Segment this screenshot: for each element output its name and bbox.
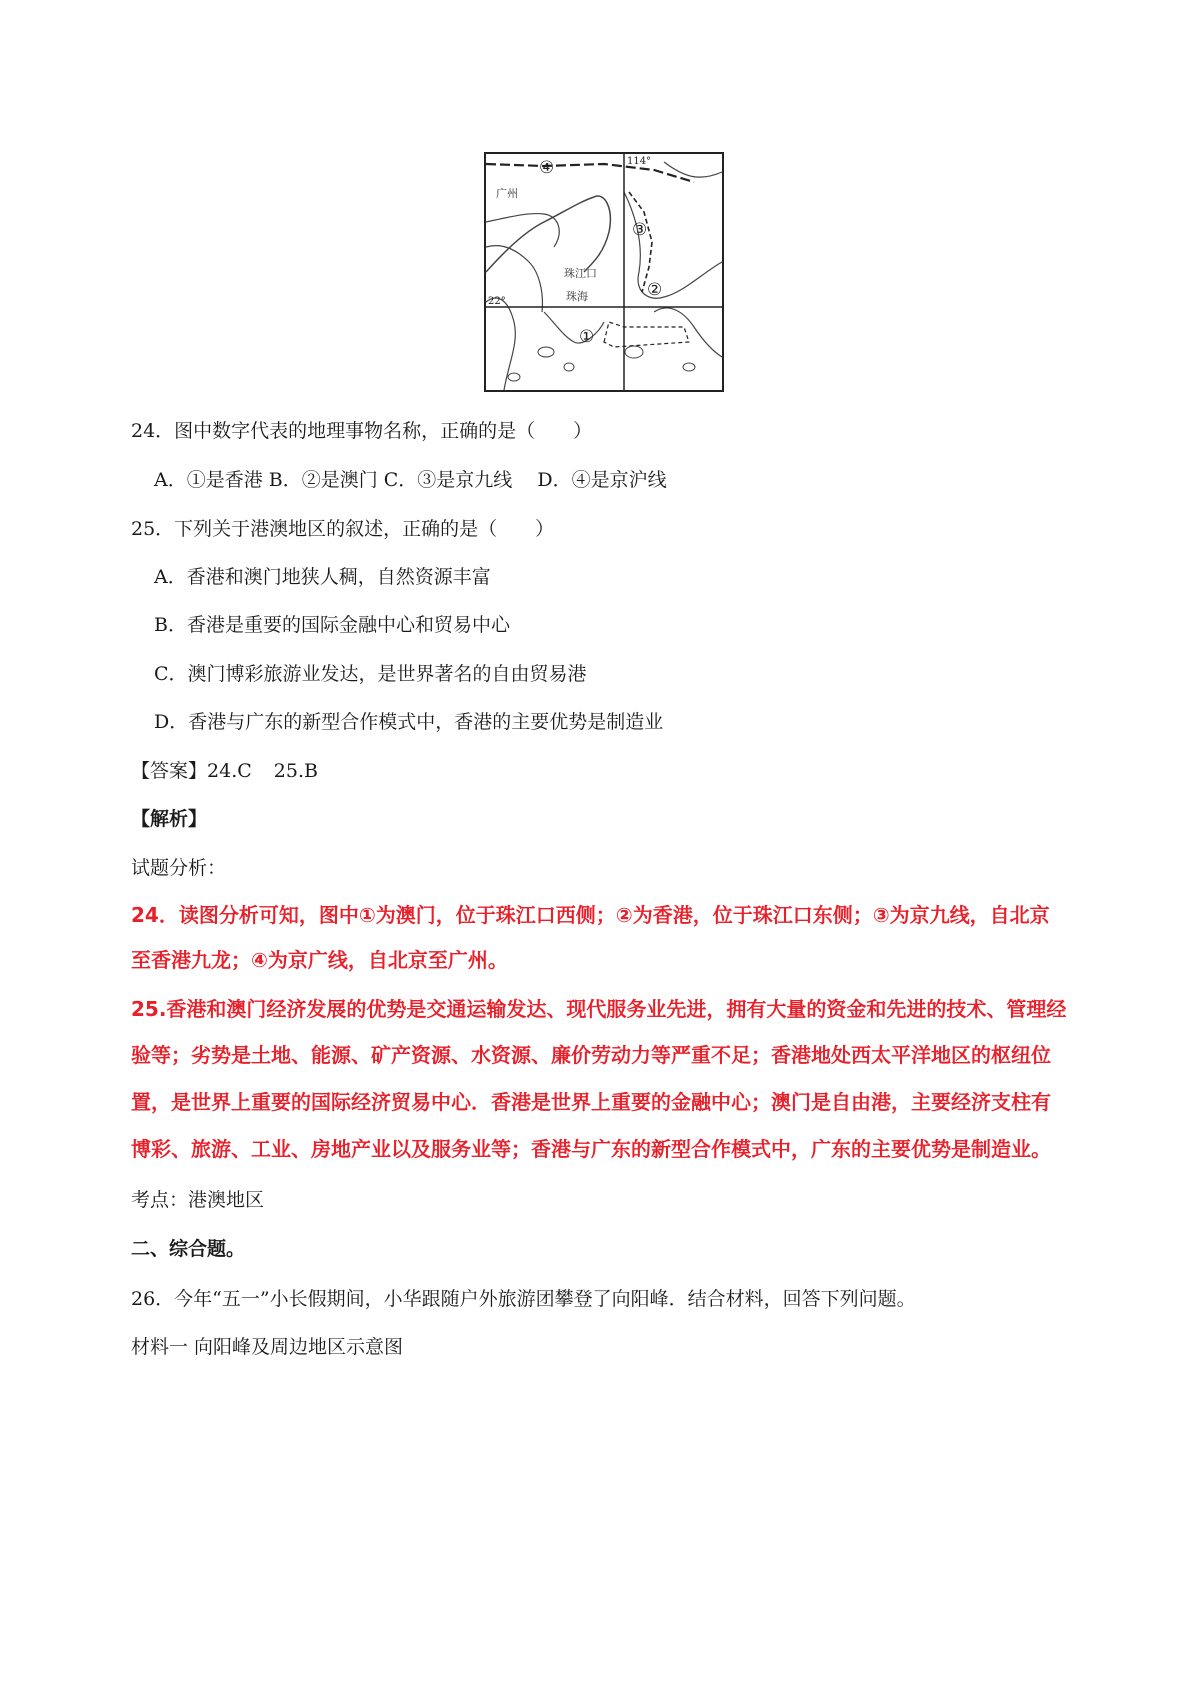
marker-4: ④ bbox=[539, 158, 555, 178]
answer-24: 24.C bbox=[207, 760, 252, 782]
q25-option-a: A．香港和澳门地狭人稠，自然资源丰富 bbox=[154, 566, 491, 588]
analysis-intro: 试题分析： bbox=[131, 857, 227, 879]
q26-stem: 26．今年“五一”小长假期间，小华跟随户外旅游团攀登了向阳峰．结合材料，回答下列问题。 bbox=[131, 1288, 916, 1310]
zhuhai-label: 珠海 bbox=[566, 290, 588, 303]
analysis-24-line-2: 至香港九龙；④为京广线，自北京至广州。 bbox=[131, 948, 508, 972]
answer-line bbox=[131, 758, 318, 784]
answer-label: 【答案】 bbox=[131, 760, 208, 782]
analysis-25-line-1: 25.香港和澳门经济发展的优势是交通运输发达、现代服务业先进，拥有大量的资金和先进的技术、管理经 bbox=[131, 997, 1067, 1021]
analysis-24-line-1: 24．读图分析可知，图中①为澳门，位于珠江口西侧；②为香港，位于珠江口东侧；③为京九线，自北京 bbox=[131, 903, 1050, 927]
analysis-label: 【解析】 bbox=[131, 808, 208, 830]
answer-25: 25.B bbox=[273, 760, 318, 782]
analysis-25-line-2: 验等；劣势是土地、能源、矿产资源、水资源、廉价劳动力等严重不足；香港地处西太平洋地区的枢纽位 bbox=[131, 1043, 1051, 1067]
q25-option-b: B．香港是重要的国际金融中心和贸易中心 bbox=[154, 614, 510, 636]
estuary-label: 珠江口 bbox=[564, 267, 597, 280]
longitude-label: 114° bbox=[627, 156, 652, 167]
pearl-river-delta-map bbox=[484, 152, 724, 392]
marker-2: ② bbox=[647, 280, 663, 300]
guangzhou-label: 广州 bbox=[496, 187, 518, 200]
latitude-label: 22° bbox=[488, 296, 506, 307]
material-1-caption: 材料一 向阳峰及周边地区示意图 bbox=[131, 1336, 404, 1358]
analysis-25-line-3: 置，是世界上重要的国际经济贸易中心．香港是世界上重要的金融中心；澳门是自由港，主要经济支柱有 bbox=[131, 1090, 1051, 1114]
q24-options: A．①是香港 B．②是澳门 C．③是京九线 D．④是京沪线 bbox=[154, 469, 667, 491]
q25-stem: 25．下列关于港澳地区的叙述，正确的是（ ） bbox=[131, 518, 555, 540]
knowledge-point: 考点：港澳地区 bbox=[131, 1189, 265, 1211]
analysis-25-line-4: 博彩、旅游、工业、房地产业以及服务业等；香港与广东的新型合作模式中，广东的主要优势是制造业。 bbox=[131, 1137, 1051, 1161]
q24-stem: 24．图中数字代表的地理事物名称，正确的是（ ） bbox=[131, 420, 593, 442]
q25-option-c: C．澳门博彩旅游业发达，是世界著名的自由贸易港 bbox=[154, 663, 587, 685]
q25-option-d: D．香港与广东的新型合作模式中，香港的主要优势是制造业 bbox=[154, 711, 664, 733]
marker-3: ③ bbox=[632, 220, 648, 240]
marker-1: ① bbox=[579, 327, 595, 347]
section-2-title: 二、综合题。 bbox=[131, 1238, 246, 1260]
